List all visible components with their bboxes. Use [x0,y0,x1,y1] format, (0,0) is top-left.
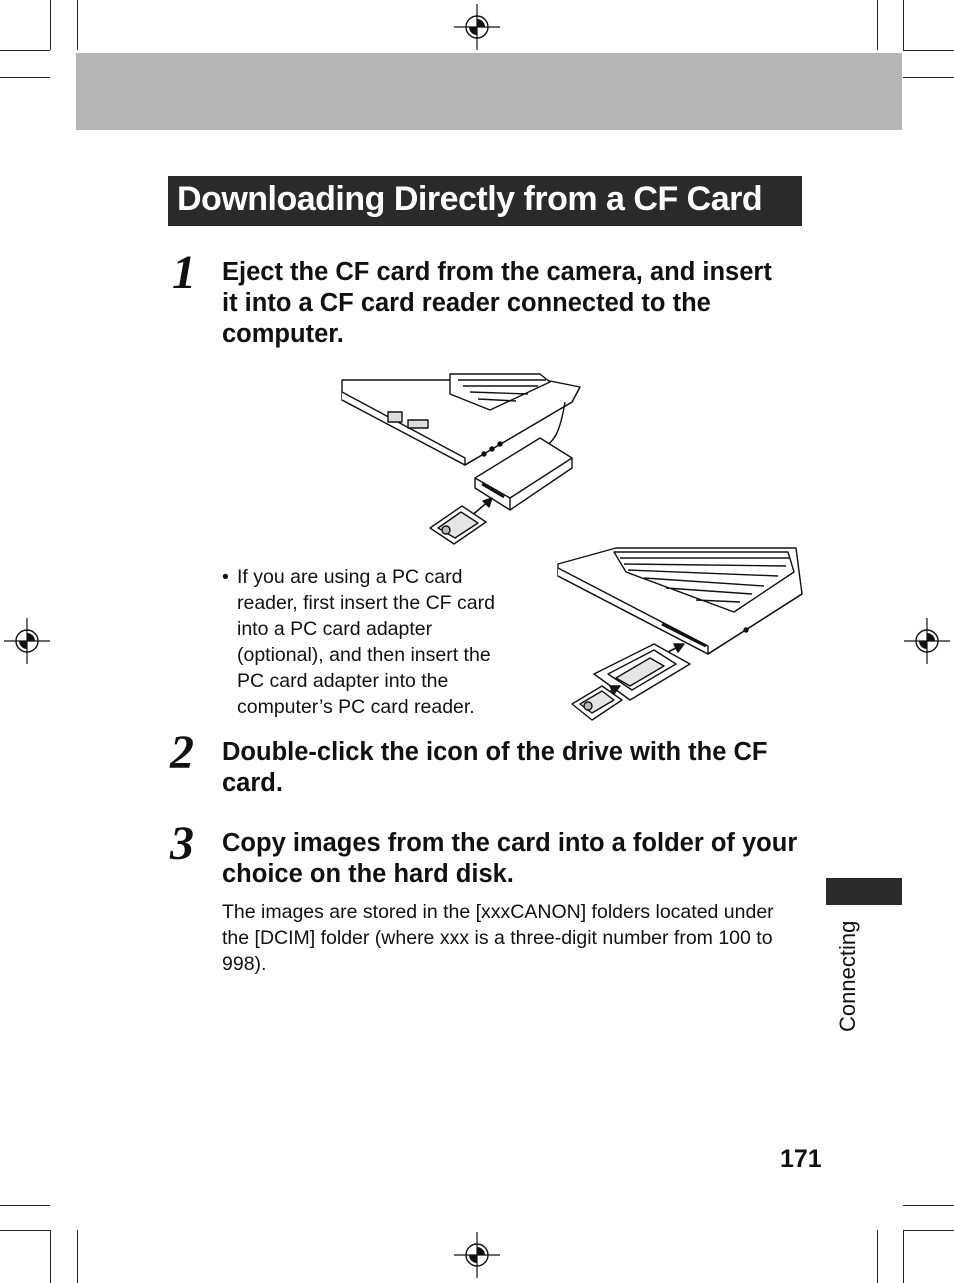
step-3-number: 3 [170,817,194,870]
registration-mark-icon [904,618,950,664]
section-tab-label: Connecting [835,920,860,1032]
step-1-number: 1 [172,246,196,299]
step-2-number: 2 [170,726,194,779]
registration-mark-icon [4,618,50,664]
section-tab-marker [826,878,902,905]
note-text: If you are using a PC card reader, first insert the CF card into a PC card adapter (optional), and then insert the PC card adapter into the computer’s PC card reader. [237,566,495,718]
page-title: Downloading Directly from a CF Card [177,180,763,218]
note-list-item [222,564,522,720]
registration-mark-icon [454,4,500,50]
step-2-text: Double-click the icon of the drive with the CF card. [222,738,768,797]
cf-card-reader-illustration [340,372,585,550]
page-number: 171 [780,1145,822,1173]
bullet-icon: • [222,566,229,588]
step-3-text: Copy images from the card into a folder of your choice on the hard disk. [222,829,798,888]
pc-card-adapter-illustration [556,546,804,726]
step-3-detail: The images are stored in the [xxxCANON] folders located under the [DCIM] folder (where xxx is a three-digit number from 100 to 998). [222,901,774,975]
header-band [76,53,902,130]
step-1-text: Eject the CF card from the camera, and insert it into a CF card reader connected to the computer. [222,258,772,348]
registration-mark-icon [454,1232,500,1278]
